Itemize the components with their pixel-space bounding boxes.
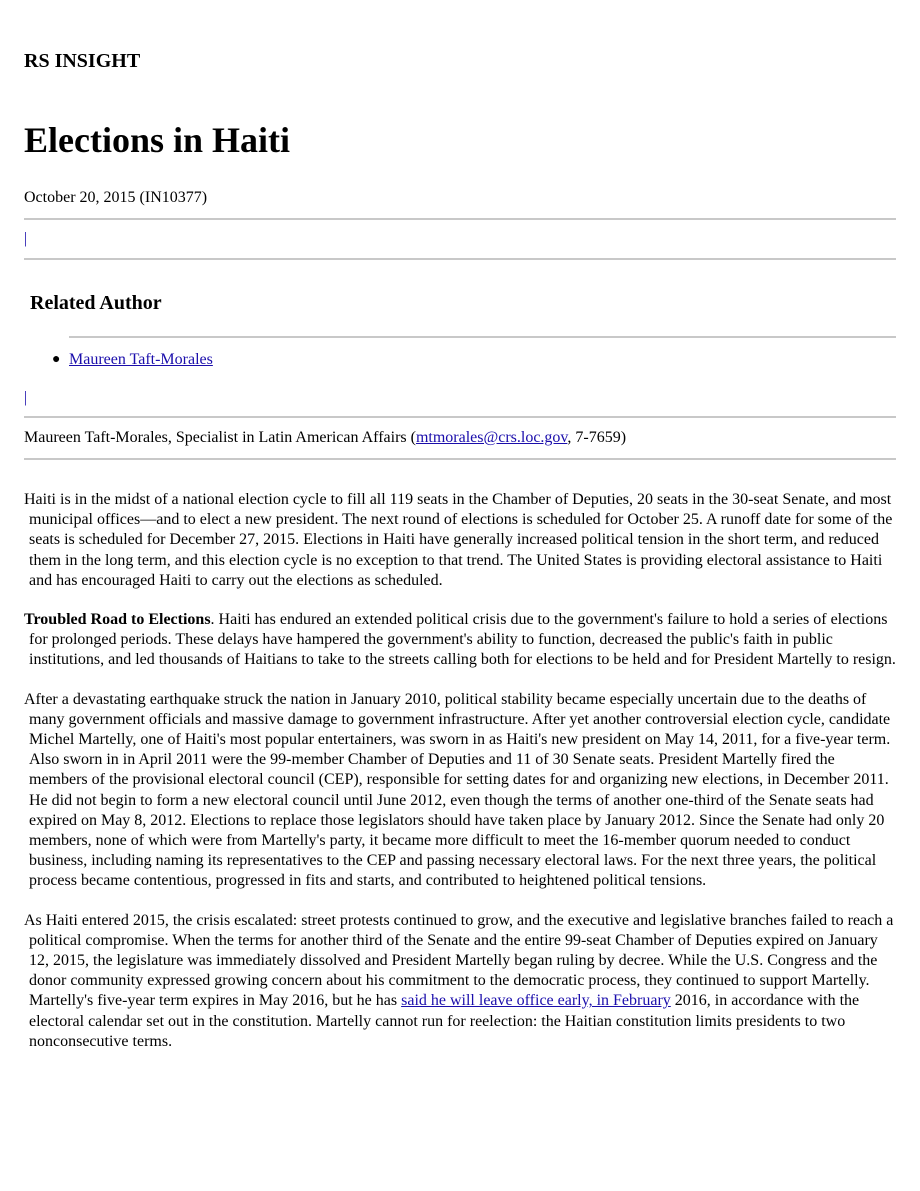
- author-list: [24, 338, 896, 370]
- paragraph-troubled-road-text: . Haiti has endured an extended political crisis due to the government's failure to hold a series of elections for prolonged periods. These delays have hampered the government's ability to function, decreased the public's faith in public institutions, and led thousands of Haitians to take to the streets calling both for elections to be held and for President Martelly to resign.: [29, 611, 896, 669]
- leave-office-link[interactable]: said he will leave office early, in February: [401, 992, 671, 1010]
- list-item: [52, 338, 896, 370]
- brand-label: RS INSIGHT: [24, 50, 141, 72]
- pipe-link-top[interactable]: |: [24, 230, 28, 247]
- page-title: Elections in Haiti: [24, 120, 291, 160]
- divider-body: [24, 458, 896, 460]
- byline-prefix: Maureen Taft-Morales, Specialist in Latin American Affairs (: [24, 429, 416, 446]
- paragraph-troubled-road: [24, 610, 896, 671]
- byline-suffix: , 7-7659): [567, 429, 627, 446]
- paragraph-2015-crisis: [24, 911, 896, 1052]
- date-line: October 20, 2015 (IN10377): [24, 189, 208, 206]
- email-link[interactable]: mtmorales@crs.loc.gov: [415, 429, 568, 446]
- section-heading-troubled-road: Troubled Road to Elections: [24, 611, 211, 629]
- bullet-icon: ●: [52, 352, 61, 367]
- paragraph-earthquake: After a devastating earthquake struck the nation in January 2010, political stability became especially uncertain due to the deaths of many government officials and massive damage to government infrastructure. After yet another controversial election cycle, candidate Michel Martelly, one of Haiti's most popular entertainers, was sworn in as Haiti's new president on May 14, 2011, for a five-year term. Also sworn in in April 2011 were the 99-member Chamber of Deputies and 11 of 30 Senate seats. President Martelly fired the members of the provisional electoral council (CEP), responsible for setting dates for and organizing new elections, in December 2011. He did not begin to form a new electoral council until June 2012, even though the terms of another one-third of the Senate seats had expired on May 8, 2012. Elections to replace those legislators should have taken place by January 2012. Since the Senate had only 20 members, none of which were from Martelly's party, it became more difficult to meet the 16-member quorum needed to conduct business, including naming its representatives to the CEP and passing necessary electoral laws. For the next three years, the political process became contentious, progressed in fits and starts, and contributed to heightened political tensions.: [24, 690, 891, 890]
- divider-byline: [24, 416, 896, 418]
- author-link[interactable]: Maureen Taft-Morales: [69, 351, 213, 368]
- pipe-link-bottom[interactable]: |: [24, 389, 28, 406]
- paragraph-intro: Haiti is in the midst of a national election cycle to fill all 119 seats in the Chamber of Deputies, 20 seats in the 30-seat Senate, and most municipal offices—and to elect a new president. The next round of elections is scheduled for October 25. A runoff date for some of the seats is scheduled for December 27, 2015. Elections in Haiti have generally increased political tension in the short term, and reduced them in the long term, and this election cycle is no exception to that trend. The United States is providing electoral assistance to Haiti and has encouraged Haiti to carry out the elections as scheduled.: [24, 491, 893, 589]
- pipe-row-top: [24, 220, 896, 258]
- byline: [24, 428, 896, 448]
- pipe-row-bottom: [24, 370, 896, 416]
- paragraph-2015-text-after: 2016, in accordance with the electoral calendar set out in the constitution. Martelly cannot run for reelection: the Haitian constitution limits presidents to two nonconsecutive terms.: [29, 992, 860, 1050]
- related-author-heading: Related Author: [30, 292, 162, 314]
- paragraph-2015-text-before: As Haiti entered 2015, the crisis escalated: street protests continued to grow, and the executive and legislative branches failed to reach a political compromise. When the terms for another third of the Senate and the entire 99-seat Chamber of Deputies expired on January 12, 2015, the legislature was immediately dissolved and President Martelly began ruling by decree. While the U.S. Congress and the donor community expressed growing concern about his commitment to the democratic process, they continued to support Martelly. Martelly's five-year term expires in May 2016, but he has: [24, 911, 894, 1010]
